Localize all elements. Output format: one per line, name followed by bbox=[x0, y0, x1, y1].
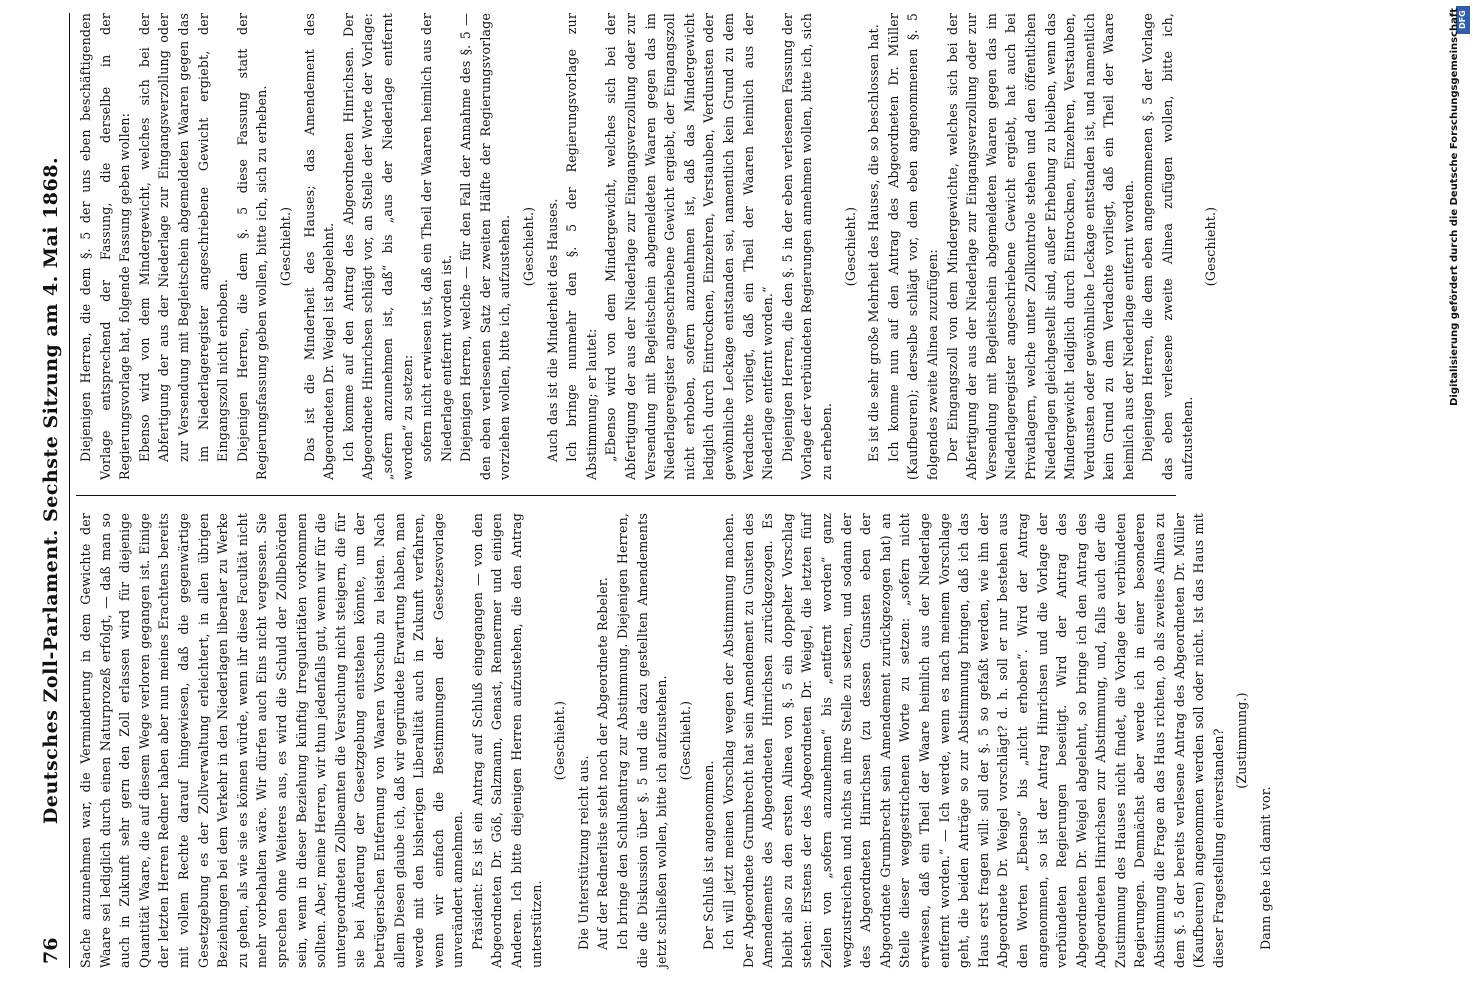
paragraph: Diejenigen Herren, die dem eben angenommenen §. 5 der Vorlage das eben verlesene zweite Alinea zufügen wollen, bitte ich, aufzustehen. bbox=[1140, 13, 1195, 480]
paragraph: Es ist die sehr große Mehrheit des Hauses, die so beschlossen hat. bbox=[866, 24, 882, 462]
paragraph: Ich komme nun auf den Antrag des Abgeordneten Dr. Müller (Kaufbeuren); derselbe schlägt vor, dem eben angenommenen §. 5 folgendes zweite Alinea zuzufügen: bbox=[885, 13, 940, 480]
paragraph: Diejenigen Herren, die den §. 5 in der eben verlesenen Fassung der Vorlage der verbündeten Regierungen annehmen wollen, bitte ich, sich zu erheben. bbox=[779, 12, 834, 480]
paragraph: Ich komme auf den Antrag des Abgeordneten Hinrichsen. Der Abgeordnete Hinrichsen schlägt vor, an Stelle der Worte der Vorlage: „sofern anzunehmen ist, daß“ bis „aus der Niederlage entfernt worden“ zu setzen: bbox=[340, 13, 415, 480]
stage-direction: (Geschieht.) bbox=[277, 206, 293, 287]
quoted-paragraph: sofern nicht erwiesen ist, daß ein Theil der Waaren heimlich aus der Niederlage entfernt worden ist. bbox=[419, 13, 454, 462]
paragraph: Diejenigen Herren, welche — für den Fall der Annahme des §. 5 — den eben verlesenen Satz der zweiten Hälfte der Regierungsvorlage vorziehen wollen, bitte ich, aufzustehen. bbox=[458, 13, 513, 480]
paragraph: Ich bringe nunmehr den §. 5 der Regierungsvorlage zur Abstimmung; er lautet: bbox=[564, 13, 599, 480]
stage-direction: (Geschieht.) bbox=[677, 700, 693, 781]
right-column bbox=[76, 12, 1219, 480]
quoted-paragraph: „Ebenso wird von dem Mindergewicht, welches sich bei der Abfertigung der aus der Niederlage zur Eingangsverzollung oder zur Versendung mit Begleitschein abgemeldeten Waaren gegen das im Niederlageregister angeschriebene Gewicht ergiebt, der Eingangszoll nicht erhoben, sofern anzunehmen ist, daß das Mindergewicht lediglich durch Eintrocknen, Einzehren, Verstauben, Verdunsten oder gewöhnliche Leckage entstanden sei, namentlich kein Grund zu dem Verdachte vorliegt, daß ein Theil der Waaren heimlich aus der Niederlage entfernt worden.“ bbox=[603, 13, 776, 480]
page-number: 76 bbox=[40, 937, 62, 964]
digitization-credit bbox=[1448, 0, 1476, 1000]
page-title: Deutsches Zoll-Parlament. Sechste Sitzung am 4. Mai 1868. bbox=[40, 156, 62, 825]
stage-direction: (Geschieht.) bbox=[1203, 206, 1219, 287]
stage-direction: (Zustimmung.) bbox=[1234, 692, 1250, 789]
paragraph: Sache anzunehmen war, die Verminderung in dem Gewichte der Waare sei lediglich durch einen Naturprozeß erfolgt, — daß man so auch in Zukunft sehr gern den Zoll erlassen wird für diejenige Quantität Waare, die auf diesem Wege verloren gegangen ist. Einige der letzten Herren Redner haben aber nun meines Erachtens bereits mit vollem Rechte darauf hingewiesen, daß die gegenwärtige Gesetzgebung es der Zollverwaltung erleichtert, in allen übrigen Beziehungen bei dem Verkehr in den Niederlagen liberaler zu Werke zu gehen, als wie sie es können würde, wenn ihr diese Facultät nicht mehr vorbehalten wäre. Wir dürfen auch Eins nicht vergessen. Sie sprechen ohne Weiteres aus, es wird die Schuld der Zollbehörden sein, wenn in dieser Beziehung künftig Irregularitäten vorkommen sollten. Aber, meine Herren, wir thun jedenfalls gut, wenn wir für die untergeordneten Zollbeamten die Versuchung nicht steigern, die für sie bei Änderung der Gesetzgebung entstehen könnte, um der betrügerischen Entfernung von Waaren Vorschub zu leisten. Nach allem Diesen glaube ich, daß wir gegründete Erwartung haben, man werde mit den bisherigen Liberalität auch in Zukunft verfahren, wenn wir einfach die Bestimmungen der Gesetzesvorlage unverändert annehmen. bbox=[78, 513, 466, 968]
paragraph: Präsident: Es ist ein Antrag auf Schluß eingegangen — von den Abgeordneten Dr. Göß, Salzmann, Genast, Rennermer und einigen Anderen. Ich bitte diejenigen Herren aufzustehen, die den Antrag unterstützen. bbox=[469, 513, 544, 968]
rotated-document-page bbox=[36, 13, 1426, 968]
quoted-paragraph: Ebenso wird von dem Mindergewicht, welches sich bei der Abfertigung der aus der Niederlage zur Eingangsverzollung oder zur Versendung mit Begleitschein abgemeldeten Waaren gegen das im Niederlageregister angeschriebene Gewicht ergiebt, der Eingangszoll nicht erhoben. bbox=[136, 13, 231, 462]
paragraph: Ich will jetzt meinen Vorschlag wegen der Abstimmung machen. Der Abgeordnete Grumbrecht hat sein Amendement zu Gunsten des Amendements des Abgeordneten Hinrichsen zurückgezogen. Es bleibt also zu den ersten Alinea von §. 5 ein doppelter Vorschlag stehen: Erstens der des Abgeordneten Dr. Weigel, die letzten fünf Zeilen von „sofern anzunehmen“ bis „entfernt worden“ ganz wegzustreichen und nichts an ihre Stelle zu setzen, und sodann der des Abgeordneten Hinrichsen (zu dessen Gunsten eben der Abgeordnete Grumbrecht sein Amendement zurückgezogen hat) an Stelle dieser weggestrichenen Worte zu setzen: „sofern nicht erwiesen, daß ein Theil der Waare heimlich aus der Niederlage entfernt worden.“ — Ich werde, wenn es nach meinem Vorschlage geht, die beiden Anträge so zur Abstimmung bringen, daß ich das Haus erst fragen will: soll der §. 5 so gefaßt werden, wie ihn der Abgeordnete Dr. Weigel vorschlägt? d. h. soll er nur bestehen aus den Worten „Ebenso“ bis „nicht erhoben“. Wird der Antrag angenommen, so ist der Antrag Hinrichsen und die Vorlage der verbündeten Regierungen beseitigt. Wird der Antrag des Abgeordneten Dr. Weigel abgelehnt, so bringe ich den Antrag des Abgeordneten Hinrichsen zur Abstimmung, und, falls auch der die Zustimmung des Hauses nicht findet, die Vorlage der verbündeten Regierungen. Demnächst aber werde ich in einer besonderen Abstimmung die Frage an das Haus richten, ob als zweites Alinea zu dem §. 5 der bereits verlesene Antrag des Abgeordneten Dr. Müller (Kaufbeuren) angenommen werden soll oder nicht. Ist das Haus mit dieser Fragestellung einverstanden? bbox=[721, 513, 1226, 968]
paragraph: Diejenigen Herren, die dem §. 5 der uns eben beschäftigenden Vorlage entsprechend der Fassung, die derselbe in der Regierungsvorlage hat, folgende Fassung geben wollen: bbox=[78, 13, 133, 480]
stage-direction: (Geschieht.) bbox=[552, 700, 568, 781]
paragraph: Ich bringe den Schlußantrag zur Abstimmung. Diejenigen Herren, die die Diskussion über §. 5 und die dazu gestellten Amendements jetzt schließen wollen, bitte ich aufzustehen. bbox=[615, 513, 670, 968]
paragraph: Dann gehe ich damit vor. bbox=[1258, 786, 1274, 950]
stage-direction: (Geschieht.) bbox=[521, 206, 537, 287]
paragraph: Der Schluß ist angenommen. bbox=[701, 760, 717, 950]
paragraph: Das ist die Minderheit des Hauses; das Amendement des Abgeordneten Dr. Weigel ist abgelehnt. bbox=[301, 13, 337, 480]
paragraph: Auf der Rednerliste steht noch der Abgeordnete Rebeler. bbox=[595, 577, 611, 950]
left-column bbox=[76, 513, 1274, 968]
dfg-logo: DFG bbox=[1456, 6, 1470, 34]
paragraph: Auch das ist die Minderheit des Hauses. bbox=[544, 198, 560, 462]
credit-text: Digitalisierung gefördert durch die Deutsche Forschungsgemeinschaft bbox=[1449, 8, 1460, 406]
quoted-paragraph: Der Eingangszoll von dem Mindergewichte, welches sich bei der Abfertigung der aus der Niederlage zur Eingangsverzollung oder zur Versendung mit Begleitschein abgemeldeten Waaren gegen das im Niederlageregister angeschriebene Gewicht ergiebt, hat auch bei Privatlagern, welche unter Zollkontrole stehen und den öffentlichen Niederlagen gleichgestellt sind, außer Erhebung zu bleiben, wenn das Mindergewicht lediglich durch Eintrocknen, Einzehren, Verstauben, Verdunsten oder gewöhnliche Leckage entstanden ist, und namentlich kein Grund zu dem Verdachte vorliegt, daß ein Theil der Waare heimlich aus der Niederlage entfernt worden. bbox=[944, 13, 1136, 480]
paragraph: Diejenigen Herren, die dem §. 5 diese Fassung statt der Regierungsfassung geben wollen, bitte ich, sich zu erheben. bbox=[234, 13, 270, 480]
page-header bbox=[36, 13, 66, 968]
header-rule bbox=[69, 13, 70, 968]
column-divider bbox=[76, 495, 1176, 496]
paragraph: Die Unterstützung reicht aus. bbox=[575, 755, 591, 950]
stage-direction: (Geschieht.) bbox=[842, 206, 858, 287]
